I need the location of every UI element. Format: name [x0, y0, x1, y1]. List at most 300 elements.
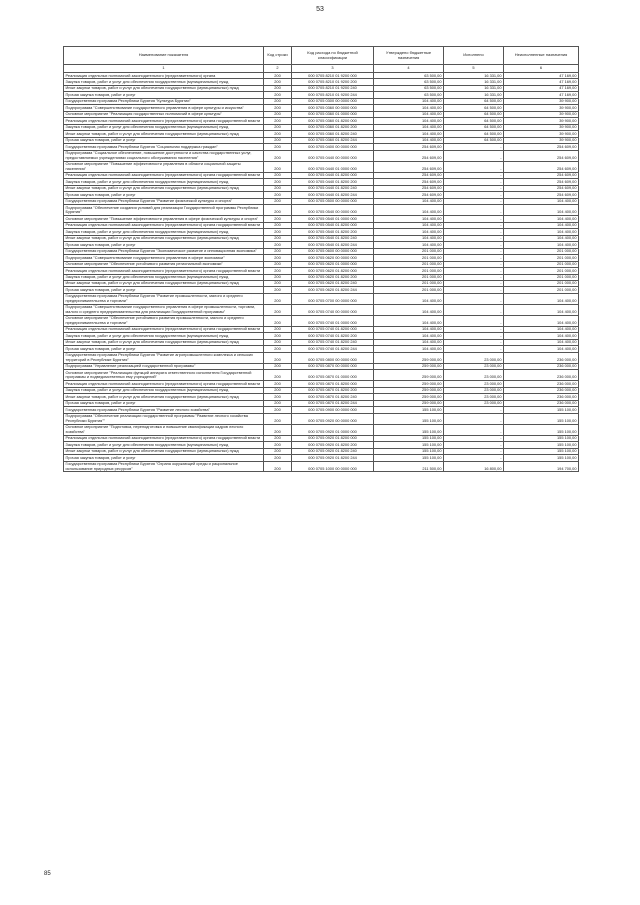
row-executed: - [444, 435, 504, 441]
row-executed: - [444, 287, 504, 293]
row-approved: 63 500,00 [374, 85, 444, 91]
row-remaining: 104 400,00 [504, 333, 579, 339]
row-approved: 211 500,00 [374, 461, 444, 472]
table-row [64, 370, 579, 381]
row-executed: - [444, 280, 504, 286]
row-code: 200 [264, 424, 292, 435]
row-name: Реализация отдельных полномочий законодательного (представительного) органа государственной власти [64, 172, 264, 178]
row-code: 200 [264, 442, 292, 448]
row-code: 200 [264, 216, 292, 222]
row-approved: 155 100,00 [374, 442, 444, 448]
row-remaining: 236 000,00 [504, 352, 579, 363]
row-remaining: 201 000,00 [504, 255, 579, 261]
row-code: 200 [264, 280, 292, 286]
row-executed: - [444, 229, 504, 235]
row-approved: 104 400,00 [374, 198, 444, 204]
row-kbk: 000 0705 0600 00 0000 000 [292, 248, 374, 254]
row-code: 200 [264, 381, 292, 387]
row-remaining: 201 000,00 [504, 287, 579, 293]
row-approved: 104 400,00 [374, 124, 444, 130]
row-kbk: 000 0705 0870 01 8200 244 [292, 400, 374, 406]
row-remaining: 104 400,00 [504, 293, 579, 304]
row-remaining: 104 400,00 [504, 198, 579, 204]
row-kbk: 000 0705 0300 00 0000 000 [292, 98, 374, 104]
row-code: 200 [264, 293, 292, 304]
col-number: 5 [444, 65, 504, 73]
row-executed: - [444, 274, 504, 280]
row-code: 200 [264, 333, 292, 339]
row-approved: 259 000,00 [374, 381, 444, 387]
row-code: 200 [264, 455, 292, 461]
row-code: 200 [264, 98, 292, 104]
row-name: Основное мероприятие "Обеспечение устойчивого развития промышленности, малого и среднего предпринимательства и торговли" [64, 315, 264, 326]
table-row [64, 461, 579, 472]
row-kbk: 000 0705 0870 00 0000 000 [292, 363, 374, 369]
row-name: Подпрограмма "Обеспечение реализации государственной программы "Развитие лесного хозяйства Республики Бурятия"" [64, 413, 264, 424]
row-kbk: 000 0705 0740 01 8200 244 [292, 346, 374, 352]
row-remaining: 254 609,00 [504, 144, 579, 150]
row-name: Государственная программа Республики Бурятия "Развитие агропромышленного комплекса и сельских территорий в Республике Бурятия" [64, 352, 264, 363]
row-name: Подпрограмма "Управление реализацией государственной программы" [64, 363, 264, 369]
row-executed: - [444, 339, 504, 345]
row-name: Иные закупки товаров, работ и услуг для обеспечения государственных (муниципальных) нужд [64, 448, 264, 454]
row-name: Закупка товаров, работ и услуг для обеспечения государственных (муниципальных) нужд [64, 442, 264, 448]
row-name: Иные закупки товаров, работ и услуг для обеспечения государственных (муниципальных) нужд [64, 394, 264, 400]
row-kbk: 000 0705 0920 01 0000 000 [292, 424, 374, 435]
row-code: 200 [264, 387, 292, 393]
row-remaining: 254 609,00 [504, 161, 579, 172]
row-remaining: 39 900,00 [504, 118, 579, 124]
row-name: Прочая закупка товаров, работ и услуг [64, 192, 264, 198]
row-code: 200 [264, 73, 292, 79]
row-kbk: 000 0705 0540 01 8200 200 [292, 229, 374, 235]
row-name: Иные закупки товаров, работ и услуг для обеспечения государственных (муниципальных) нужд [64, 131, 264, 137]
row-code: 200 [264, 352, 292, 363]
row-approved: 259 000,00 [374, 400, 444, 406]
row-executed: 64 500,00 [444, 98, 504, 104]
row-kbk: 000 0705 0540 01 0000 000 [292, 216, 374, 222]
row-executed: 23 000,00 [444, 363, 504, 369]
row-name: Закупка товаров, работ и услуг для обеспечения государственных (муниципальных) нужд [64, 179, 264, 185]
row-code: 200 [264, 131, 292, 137]
row-executed: - [444, 185, 504, 191]
row-executed: - [444, 144, 504, 150]
row-name: Закупка товаров, работ и услуг для обеспечения государственных (муниципальных) нужд [64, 79, 264, 85]
row-code: 200 [264, 248, 292, 254]
row-remaining: 201 000,00 [504, 261, 579, 267]
row-remaining: 104 400,00 [504, 339, 579, 345]
row-name: Подпрограмма "Социальное обеспечение, повышение доступности и качества государственных услуг, предоставляемых учреждениями социального обслуживания населения" [64, 150, 264, 161]
row-executed: 16 331,00 [444, 85, 504, 91]
row-approved: 104 400,00 [374, 137, 444, 143]
row-kbk: 000 0705 0900 00 0000 000 [292, 407, 374, 413]
row-code: 200 [264, 339, 292, 345]
row-kbk: 000 0705 8210 01 9200 240 [292, 85, 374, 91]
row-executed: - [444, 448, 504, 454]
row-executed: - [444, 150, 504, 161]
row-executed: - [444, 198, 504, 204]
row-name: Подпрограмма "Обеспечение создания условий для реализации Государственной программы Республики Бурятия" [64, 205, 264, 216]
row-code: 200 [264, 370, 292, 381]
row-executed: - [444, 172, 504, 178]
row-kbk: 000 0705 0440 01 8200 200 [292, 179, 374, 185]
row-name: Прочая закупка товаров, работ и услуг [64, 287, 264, 293]
row-executed: 16 331,00 [444, 79, 504, 85]
row-approved: 104 400,00 [374, 222, 444, 228]
row-remaining: 104 400,00 [504, 326, 579, 332]
table-row [64, 424, 579, 435]
row-remaining: 201 000,00 [504, 280, 579, 286]
row-kbk: 000 0705 0440 00 0000 000 [292, 150, 374, 161]
row-code: 200 [264, 179, 292, 185]
row-name: Прочая закупка товаров, работ и услуг [64, 92, 264, 98]
row-executed: - [444, 268, 504, 274]
row-approved: 104 400,00 [374, 216, 444, 222]
row-executed: - [444, 192, 504, 198]
row-executed: 64 500,00 [444, 137, 504, 143]
row-executed: - [444, 261, 504, 267]
row-approved: 201 000,00 [374, 255, 444, 261]
row-code: 200 [264, 105, 292, 111]
row-remaining: 104 400,00 [504, 346, 579, 352]
row-code: 200 [264, 346, 292, 352]
row-approved: 259 000,00 [374, 352, 444, 363]
page-number: 53 [316, 6, 324, 13]
row-remaining: 254 609,00 [504, 185, 579, 191]
row-remaining: 104 400,00 [504, 304, 579, 315]
row-remaining: 236 000,00 [504, 400, 579, 406]
row-kbk: 000 0705 0920 01 8200 200 [292, 442, 374, 448]
row-approved: 155 100,00 [374, 413, 444, 424]
row-remaining: 155 100,00 [504, 407, 579, 413]
col-number: 4 [374, 65, 444, 73]
row-executed: 23 000,00 [444, 352, 504, 363]
row-kbk: 000 0705 0740 01 0000 000 [292, 315, 374, 326]
row-name: Закупка товаров, работ и услуг для обеспечения государственных (муниципальных) нужд [64, 229, 264, 235]
table-row [64, 161, 579, 172]
row-remaining: 104 400,00 [504, 216, 579, 222]
row-executed: - [444, 255, 504, 261]
row-approved: 63 500,00 [374, 92, 444, 98]
row-name: Основное мероприятие "Подготовка, переподготовка и повышение квалификации кадров лесного хозяйства" [64, 424, 264, 435]
row-remaining: 201 000,00 [504, 274, 579, 280]
row-kbk: 000 0705 0620 01 8200 244 [292, 287, 374, 293]
row-executed: - [444, 216, 504, 222]
row-name: Государственная программа Республики Бурятия "Социальная поддержка граждан" [64, 144, 264, 150]
row-name: Основное мероприятие "Повышение эффективности управления в сфере физической культуры и спорта" [64, 216, 264, 222]
row-kbk: 000 0705 0500 00 0000 000 [292, 198, 374, 204]
row-remaining: 194 700,00 [504, 461, 579, 472]
row-remaining: 155 100,00 [504, 424, 579, 435]
row-kbk: 000 0705 0620 00 0000 000 [292, 255, 374, 261]
row-name: Реализация отдельных полномочий законодательного (представительного) органа государственной власти [64, 222, 264, 228]
row-approved: 104 400,00 [374, 105, 444, 111]
row-approved: 155 100,00 [374, 424, 444, 435]
row-approved: 155 100,00 [374, 455, 444, 461]
row-executed: - [444, 304, 504, 315]
row-executed: - [444, 179, 504, 185]
row-kbk: 000 0705 0920 01 8200 240 [292, 448, 374, 454]
row-remaining: 104 400,00 [504, 229, 579, 235]
row-name: Основное мероприятие "Обеспечение устойчивого развития региональной экономики" [64, 261, 264, 267]
row-name: Прочая закупка товаров, работ и услуг [64, 242, 264, 248]
row-remaining: 254 609,00 [504, 192, 579, 198]
row-executed: 23 000,00 [444, 400, 504, 406]
row-kbk: 000 0705 0800 00 0000 000 [292, 352, 374, 363]
row-executed: 16 800,00 [444, 461, 504, 472]
row-remaining: 39 900,00 [504, 131, 579, 137]
sheet-number: 85 [44, 871, 51, 877]
row-name: Закупка товаров, работ и услуг для обеспечения государственных (муниципальных) нужд [64, 387, 264, 393]
row-approved: 104 400,00 [374, 98, 444, 104]
row-code: 200 [264, 304, 292, 315]
row-kbk: 000 0705 0360 01 8200 240 [292, 131, 374, 137]
row-executed: - [444, 407, 504, 413]
row-kbk: 000 0705 0440 01 8200 000 [292, 172, 374, 178]
row-remaining: 104 400,00 [504, 242, 579, 248]
column-number-row [64, 65, 579, 73]
row-name: Реализация отдельных полномочий законодательного (представительного) органа государственной власти [64, 118, 264, 124]
col-number: 6 [504, 65, 579, 73]
row-kbk: 000 0705 0440 01 8200 240 [292, 185, 374, 191]
row-remaining: 47 169,00 [504, 92, 579, 98]
row-approved: 104 400,00 [374, 242, 444, 248]
row-kbk: 000 0705 0870 01 8200 240 [292, 394, 374, 400]
row-code: 200 [264, 407, 292, 413]
row-code: 200 [264, 79, 292, 85]
row-kbk: 000 0705 0740 01 8200 240 [292, 339, 374, 345]
row-name: Подпрограмма "Совершенствование государственного управления в сфере экономики" [64, 255, 264, 261]
row-name: Реализация отдельных полномочий законодательного (представительного) органа государственной власти [64, 326, 264, 332]
row-executed: - [444, 455, 504, 461]
row-approved: 259 000,00 [374, 363, 444, 369]
row-kbk: 000 0705 0440 01 8200 244 [292, 192, 374, 198]
row-name: Основное мероприятие "Реализация функций аппарата ответственного исполнителя Государственной программы и подведомственных ему учреждений" [64, 370, 264, 381]
row-approved: 254 609,00 [374, 185, 444, 191]
col-header-executed: Исполнено [444, 47, 504, 65]
row-remaining: 39 900,00 [504, 105, 579, 111]
row-executed: 64 500,00 [444, 111, 504, 117]
row-executed: - [444, 326, 504, 332]
row-code: 200 [264, 326, 292, 332]
row-executed: 23 000,00 [444, 370, 504, 381]
row-remaining: 39 900,00 [504, 124, 579, 130]
row-approved: 104 400,00 [374, 339, 444, 345]
row-name: Реализация отдельных полномочий законодательного (представительного) органа государственной власти [64, 381, 264, 387]
row-code: 200 [264, 413, 292, 424]
row-approved: 254 609,00 [374, 172, 444, 178]
table-row [64, 150, 579, 161]
row-kbk: 000 0705 0700 00 0000 000 [292, 293, 374, 304]
row-name: Государственная программа Республики Бурятия "Экономическое развитие и инновационная экономика" [64, 248, 264, 254]
row-name: Реализация отдельных полномочий законодательного (представительного) органа [64, 73, 264, 79]
row-code: 200 [264, 461, 292, 472]
row-code: 200 [264, 137, 292, 143]
row-code: 200 [264, 448, 292, 454]
row-code: 200 [264, 261, 292, 267]
row-approved: 63 500,00 [374, 73, 444, 79]
row-kbk: 000 0705 0540 01 8200 000 [292, 222, 374, 228]
row-executed: - [444, 248, 504, 254]
row-approved: 63 500,00 [374, 79, 444, 85]
row-remaining: 155 100,00 [504, 413, 579, 424]
row-remaining: 254 609,00 [504, 179, 579, 185]
row-approved: 259 000,00 [374, 370, 444, 381]
row-kbk: 000 0705 8210 01 9200 000 [292, 73, 374, 79]
row-kbk: 000 0705 0620 01 8200 000 [292, 268, 374, 274]
row-kbk: 000 0705 0360 01 8200 200 [292, 124, 374, 130]
row-code: 200 [264, 274, 292, 280]
row-kbk: 000 0705 0360 01 8200 244 [292, 137, 374, 143]
row-code: 200 [264, 185, 292, 191]
row-approved: 254 609,00 [374, 192, 444, 198]
row-remaining: 39 900,00 [504, 137, 579, 143]
row-code: 200 [264, 268, 292, 274]
row-code: 200 [264, 222, 292, 228]
row-name: Прочая закупка товаров, работ и услуг [64, 455, 264, 461]
row-executed: - [444, 242, 504, 248]
row-executed: 64 500,00 [444, 118, 504, 124]
row-executed: - [444, 161, 504, 172]
row-approved: 104 400,00 [374, 118, 444, 124]
row-name: Государственная программа Республики Бурятия "Охрана окружающей среды и рациональное использование природных ресурсов" [64, 461, 264, 472]
table-row [64, 315, 579, 326]
row-remaining: 104 400,00 [504, 315, 579, 326]
row-remaining: 39 900,00 [504, 98, 579, 104]
row-approved: 201 000,00 [374, 261, 444, 267]
row-code: 200 [264, 435, 292, 441]
row-code: 200 [264, 85, 292, 91]
row-remaining: 47 169,00 [504, 73, 579, 79]
row-remaining: 236 000,00 [504, 394, 579, 400]
row-code: 200 [264, 400, 292, 406]
table-row [64, 304, 579, 315]
row-remaining: 47 169,00 [504, 79, 579, 85]
row-name: Подпрограмма "Совершенствование государственного управления в сфере культуры и искусства" [64, 105, 264, 111]
row-approved: 104 400,00 [374, 205, 444, 216]
row-kbk: 000 0705 8210 01 9200 200 [292, 79, 374, 85]
row-executed: 23 000,00 [444, 387, 504, 393]
row-approved: 259 000,00 [374, 394, 444, 400]
table-row [64, 352, 579, 363]
row-remaining: 104 400,00 [504, 205, 579, 216]
row-name: Иные закупки товаров, работ и услуг для обеспечения государственных (муниципальных) нужд [64, 85, 264, 91]
table-row [64, 413, 579, 424]
row-remaining: 236 000,00 [504, 381, 579, 387]
row-kbk: 000 0705 0920 00 0000 000 [292, 413, 374, 424]
row-approved: 104 400,00 [374, 304, 444, 315]
row-name: Иные закупки товаров, работ и услуг для обеспечения государственных (муниципальных) нужд [64, 235, 264, 241]
row-remaining: 236 000,00 [504, 387, 579, 393]
row-code: 200 [264, 192, 292, 198]
row-code: 200 [264, 92, 292, 98]
row-kbk: 000 0705 0440 01 0000 000 [292, 161, 374, 172]
row-remaining: 254 609,00 [504, 150, 579, 161]
row-executed: - [444, 424, 504, 435]
row-kbk: 000 0705 8210 01 9200 244 [292, 92, 374, 98]
row-kbk: 000 0705 0400 00 0000 000 [292, 144, 374, 150]
row-name: Иные закупки товаров, работ и услуг для обеспечения государственных (муниципальных) нужд [64, 280, 264, 286]
row-executed: - [444, 346, 504, 352]
row-name: Закупка товаров, работ и услуг для обеспечения государственных (муниципальных) нужд [64, 274, 264, 280]
row-remaining: 236 000,00 [504, 363, 579, 369]
row-name: Основное мероприятие "Повышение эффективности управления в области социальной защиты населения" [64, 161, 264, 172]
col-header-code: Код строки [264, 47, 292, 65]
row-remaining: 39 900,00 [504, 111, 579, 117]
row-approved: 259 000,00 [374, 387, 444, 393]
row-remaining: 155 100,00 [504, 448, 579, 454]
row-executed: 64 500,00 [444, 131, 504, 137]
row-executed: - [444, 293, 504, 304]
row-remaining: 254 609,00 [504, 172, 579, 178]
row-kbk: 000 0705 1000 00 0000 000 [292, 461, 374, 472]
row-code: 200 [264, 287, 292, 293]
row-code: 200 [264, 363, 292, 369]
row-executed: 64 500,00 [444, 124, 504, 130]
row-approved: 254 609,00 [374, 150, 444, 161]
row-approved: 104 400,00 [374, 235, 444, 241]
row-code: 200 [264, 198, 292, 204]
row-name: Закупка товаров, работ и услуг для обеспечения государственных (муниципальных) нужд [64, 124, 264, 130]
row-kbk: 000 0705 0870 01 0000 000 [292, 370, 374, 381]
row-kbk: 000 0705 0540 01 8200 240 [292, 235, 374, 241]
col-number: 2 [264, 65, 292, 73]
row-approved: 201 000,00 [374, 248, 444, 254]
row-code: 200 [264, 229, 292, 235]
row-kbk: 000 0705 0620 01 0000 000 [292, 261, 374, 267]
row-name: Подпрограмма "Совершенствование государственного управления в сфере промышленности, торговли, малого и среднего предпринимательства для реализации Государственной программы" [64, 304, 264, 315]
row-code: 200 [264, 111, 292, 117]
row-code: 200 [264, 255, 292, 261]
row-name: Реализация отдельных полномочий законодательного (представительного) органа государственной власти [64, 268, 264, 274]
row-approved: 104 400,00 [374, 346, 444, 352]
row-approved: 201 000,00 [374, 280, 444, 286]
row-remaining: 201 000,00 [504, 248, 579, 254]
row-code: 200 [264, 144, 292, 150]
row-remaining: 201 000,00 [504, 268, 579, 274]
row-executed: - [444, 205, 504, 216]
row-kbk: 000 0705 0740 00 0000 000 [292, 304, 374, 315]
row-executed: - [444, 222, 504, 228]
budget-execution-table [63, 46, 579, 472]
row-kbk: 000 0705 0920 01 8200 000 [292, 435, 374, 441]
row-executed: 16 331,00 [444, 92, 504, 98]
row-approved: 201 000,00 [374, 268, 444, 274]
row-kbk: 000 0705 0540 00 0000 000 [292, 205, 374, 216]
row-name: Государственная программа Республики Бурятия "Культура Бурятии" [64, 98, 264, 104]
row-remaining: 104 400,00 [504, 235, 579, 241]
table-row [64, 205, 579, 216]
row-kbk: 000 0705 0620 01 8200 240 [292, 280, 374, 286]
row-approved: 254 609,00 [374, 161, 444, 172]
row-remaining: 155 100,00 [504, 435, 579, 441]
row-name: Реализация отдельных полномочий законодательного (представительного) органа государственной власти [64, 435, 264, 441]
row-approved: 254 609,00 [374, 144, 444, 150]
row-executed: - [444, 413, 504, 424]
row-executed: - [444, 333, 504, 339]
row-code: 200 [264, 242, 292, 248]
row-kbk: 000 0705 0360 01 8200 000 [292, 118, 374, 124]
row-executed: - [444, 235, 504, 241]
row-code: 200 [264, 118, 292, 124]
row-name: Иные закупки товаров, работ и услуг для обеспечения государственных (муниципальных) нужд [64, 185, 264, 191]
row-approved: 104 400,00 [374, 229, 444, 235]
row-kbk: 000 0705 0360 01 0000 000 [292, 111, 374, 117]
col-header-approved: Утверждено бюджетные назначения [374, 47, 444, 65]
row-executed: 23 000,00 [444, 381, 504, 387]
row-executed: 23 000,00 [444, 394, 504, 400]
col-header-name: Наименование показателя [64, 47, 264, 65]
